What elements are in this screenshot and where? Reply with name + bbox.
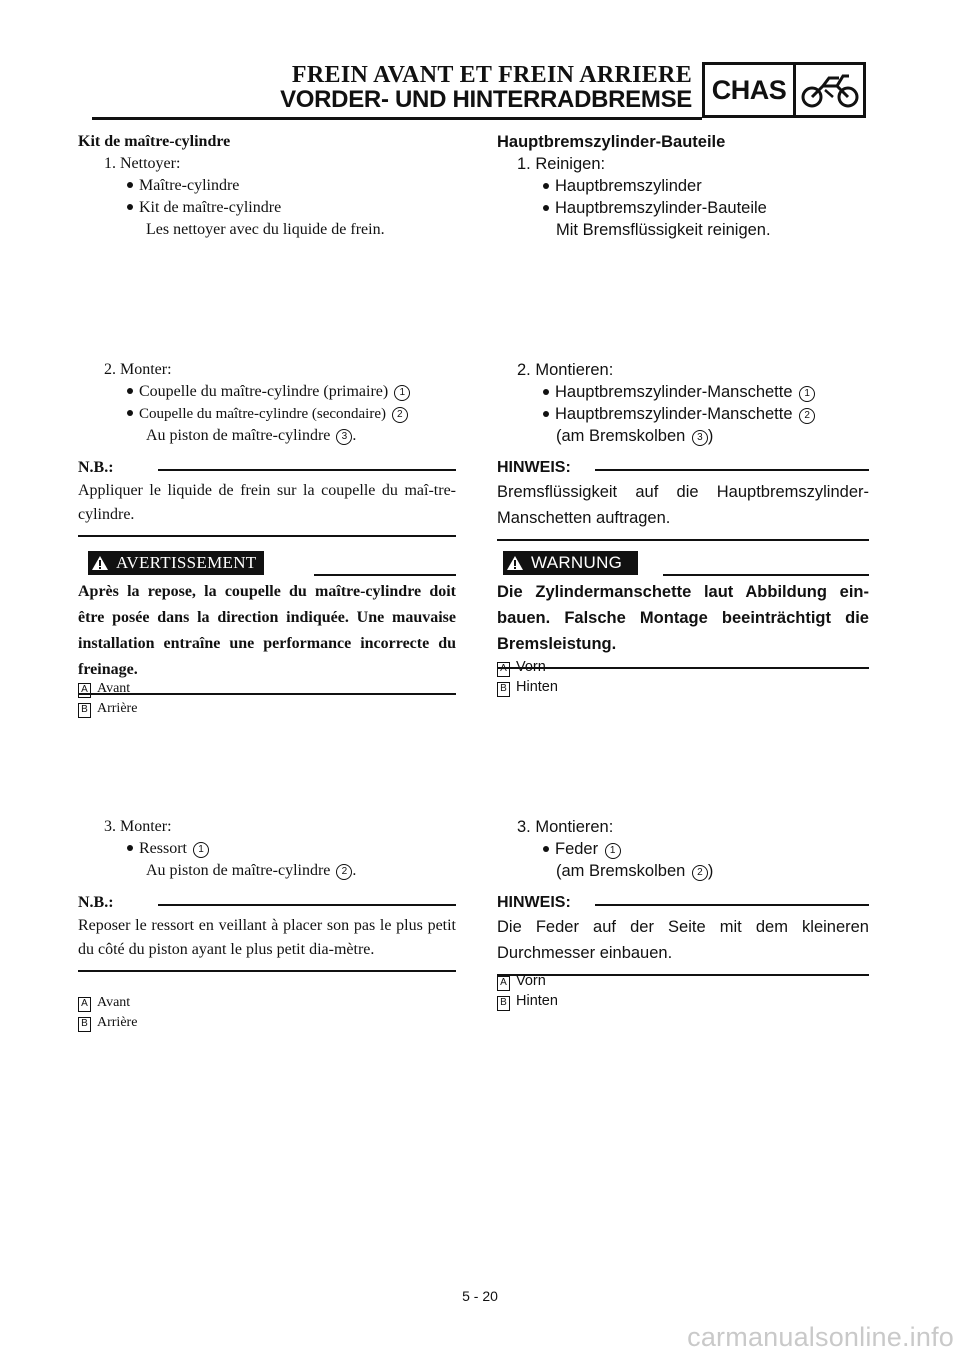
step-3: 3. Montieren: bbox=[517, 818, 614, 836]
page-number: 5 - 20 bbox=[462, 1288, 498, 1304]
note-label: HINWEIS: bbox=[497, 459, 571, 476]
bullet-icon bbox=[127, 204, 133, 210]
note-text: Die Feder auf der Seite mit dem kleineren Durchmesser einbauen. bbox=[497, 918, 869, 962]
legend-item: A Avant bbox=[78, 993, 456, 1013]
legend bbox=[78, 679, 456, 719]
step-note: (am Bremskolben 2 ) bbox=[556, 862, 714, 880]
legend bbox=[497, 971, 869, 1011]
step-1: 1. Reinigen: bbox=[517, 155, 606, 173]
list-item: Hauptbremszylinder-Manschette 2 bbox=[497, 403, 869, 425]
list-item: Kit de maître-cylindre bbox=[78, 197, 456, 219]
step-2: 2. Montieren: bbox=[517, 361, 614, 379]
section-title: Kit de maître-cylindre bbox=[78, 133, 231, 150]
note-text: Reposer le ressort en veillant à placer son pas le plus petit du côté du piston ayant le plus petit dia-mètre. bbox=[78, 917, 456, 958]
step-1: 1. Nettoyer: bbox=[104, 155, 181, 172]
note-box bbox=[78, 459, 456, 537]
ref-number: 2 bbox=[799, 408, 815, 424]
step-note: Les nettoyer avec du liquide de frein. bbox=[146, 221, 385, 238]
legend-item: B Hinten bbox=[497, 991, 869, 1011]
step-2: 2. Monter: bbox=[104, 361, 172, 378]
list-item: Hauptbremszylinder bbox=[497, 175, 869, 197]
ref-number: 2 bbox=[336, 864, 352, 880]
step-note: (am Bremskolben 3 ) bbox=[556, 427, 714, 445]
legend-item: B Arrière bbox=[78, 1013, 456, 1033]
warning-icon bbox=[92, 556, 108, 570]
section-title: Hauptbremszylinder-Bauteile bbox=[497, 133, 726, 151]
warning-badge: WARNUNG bbox=[503, 551, 638, 575]
bullet-icon bbox=[127, 410, 133, 416]
warning-box bbox=[78, 551, 456, 695]
legend bbox=[497, 657, 869, 697]
ref-number: 1 bbox=[193, 842, 209, 858]
bullet-icon bbox=[543, 183, 549, 189]
chapter-badge-label: CHAS bbox=[705, 65, 796, 115]
bullet-icon bbox=[127, 388, 133, 394]
list-item: Maître-cylindre bbox=[78, 175, 456, 197]
warning-box bbox=[497, 551, 869, 669]
ref-number: 3 bbox=[692, 430, 708, 446]
note-text: Appliquer le liquide de frein sur la coupelle du maî-tre-cylindre. bbox=[78, 482, 456, 523]
legend-item: A Vorn bbox=[497, 657, 869, 677]
bullet-icon bbox=[543, 411, 549, 417]
ref-number: 2 bbox=[392, 407, 408, 423]
bullet-icon bbox=[127, 182, 133, 188]
warning-badge: AVERTISSEMENT bbox=[88, 551, 264, 575]
column-french bbox=[78, 131, 456, 1051]
legend-item: A Avant bbox=[78, 679, 456, 699]
header-title-de: VORDER- UND HINTERRADBREMSE bbox=[280, 86, 692, 113]
step-3: 3. Monter: bbox=[104, 818, 172, 835]
legend-item: B Arrière bbox=[78, 699, 456, 719]
warning-icon bbox=[507, 556, 523, 570]
ref-number: 2 bbox=[692, 865, 708, 881]
bullet-icon bbox=[543, 846, 549, 852]
note-label: N.B.: bbox=[78, 894, 114, 911]
ref-number: 3 bbox=[336, 429, 352, 445]
note-text: Bremsflüssigkeit auf die Hauptbremszylinder-Manschetten auftragen. bbox=[497, 483, 869, 527]
list-item: Coupelle du maître-cylindre (secondaire) 2 bbox=[78, 403, 456, 425]
list-item: Feder 1 bbox=[497, 838, 869, 860]
note-label: N.B.: bbox=[78, 459, 114, 476]
list-item: Hauptbremszylinder-Bauteile bbox=[497, 197, 869, 219]
header-rule bbox=[92, 117, 702, 120]
warning-text: Die Zylindermanschette laut Abbildung ein-bauen. Falsche Montage beeinträchtigt die Bremsleistung. bbox=[497, 583, 869, 653]
list-item: Coupelle du maître-cylindre (primaire) 1 bbox=[78, 381, 456, 403]
list-item: Ressort 1 bbox=[78, 838, 456, 860]
legend bbox=[78, 993, 456, 1033]
note-box bbox=[78, 894, 456, 972]
ref-number: 1 bbox=[605, 843, 621, 859]
list-item: Hauptbremszylinder-Manschette 1 bbox=[497, 381, 869, 403]
legend-item: A Vorn bbox=[497, 971, 869, 991]
legend-item: B Hinten bbox=[497, 677, 869, 697]
ref-number: 1 bbox=[394, 385, 410, 401]
watermark: carmanualsonline.info bbox=[687, 1322, 954, 1352]
motorcycle-icon bbox=[796, 65, 863, 115]
step-note: Au piston de maître-cylindre 2 . bbox=[146, 862, 357, 879]
ref-number: 1 bbox=[799, 386, 815, 402]
warning-text: Après la repose, la coupelle du maître-cylindre doit être posée dans la direction indiquée. Une mauvaise installation entraîne une performance incorrecte du freinage. bbox=[78, 583, 456, 678]
note-label: HINWEIS: bbox=[497, 894, 571, 911]
step-note: Mit Bremsflüssigkeit reinigen. bbox=[556, 221, 771, 239]
bullet-icon bbox=[127, 845, 133, 851]
chapter-badge bbox=[702, 62, 866, 118]
bullet-icon bbox=[543, 205, 549, 211]
bullet-icon bbox=[543, 389, 549, 395]
header-title-fr: FREIN AVANT ET FREIN ARRIERE bbox=[291, 62, 692, 88]
column-german bbox=[497, 131, 869, 1051]
step-note: Au piston de maître-cylindre 3 . bbox=[146, 427, 357, 444]
note-box bbox=[497, 459, 869, 541]
note-box bbox=[497, 894, 869, 976]
